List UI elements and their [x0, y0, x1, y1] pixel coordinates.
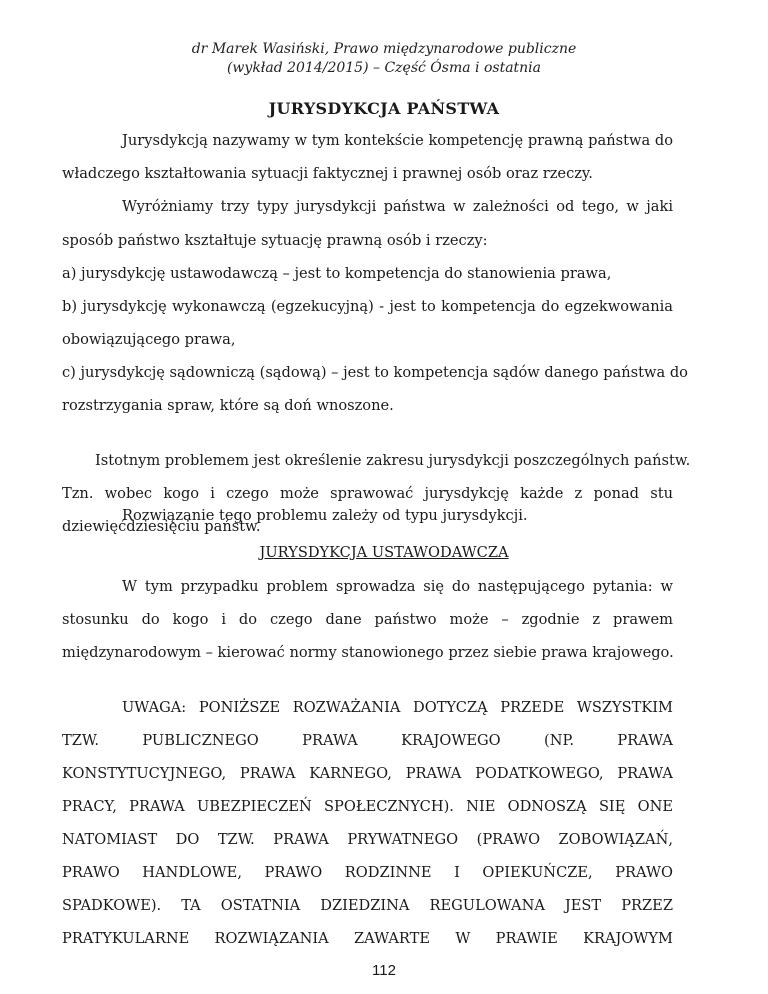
uwaga-word: SPOŁECZNYCH). [324, 798, 454, 815]
paragraph-line: W tym przypadku problem sprowadza się do następującego pytania: w [122, 578, 673, 595]
uwaga-word: PRAWA [273, 831, 329, 848]
paragraph-line: Wyróżniamy trzy typy jurysdykcji państwa w zależności od tego, w jaki [122, 198, 673, 215]
uwaga-word: ODNOSZĄ [507, 798, 587, 815]
section-title: JURYSDYKCJA PAŃSTWA [268, 99, 500, 118]
uwaga-word: PONIŻSZE [198, 699, 281, 716]
uwaga-word: DOTYCZĄ [413, 699, 488, 716]
uwaga-word: PRAWA [617, 765, 673, 782]
uwaga-word: KARNEGO, [309, 765, 392, 782]
uwaga-word: DZIEDZINA [320, 897, 410, 914]
list-item-c-cont: rozstrzygania spraw, które są doń wnoszone. [62, 397, 394, 414]
uwaga-line-1 [122, 698, 673, 718]
uwaga-word: ZOBOWIĄZAŃ, [558, 831, 673, 848]
uwaga-line-6 [62, 863, 673, 883]
uwaga-word: PUBLICZNEGO [142, 732, 259, 749]
uwaga-word: PRAWIE [495, 930, 558, 947]
header-line-2: (wykład 2014/2015) – Część Ósma i ostatnia [226, 60, 542, 76]
uwaga-line-4 [62, 797, 673, 817]
uwaga-word: PRACY, [62, 798, 117, 815]
paragraph-line: Rozwiązanie tego problemu zależy od typu jurysdykcji. [122, 507, 528, 524]
uwaga-word: PRZEDE [500, 699, 565, 716]
paragraph-line: Jurysdykcją nazywamy w tym kontekście kompetencję prawną państwa do [122, 132, 673, 149]
uwaga-line-8 [62, 929, 673, 949]
uwaga-word: (PRAWO [476, 831, 541, 848]
uwaga-word: KRAJOWEGO [401, 732, 501, 749]
uwaga-line-7 [62, 896, 673, 916]
uwaga-line-5 [62, 830, 673, 850]
uwaga-word: SIĘ [598, 798, 626, 815]
uwaga-word: PRAWA [239, 765, 296, 782]
uwaga-word: UWAGA: [122, 699, 187, 716]
uwaga-word: TZW. [62, 732, 99, 749]
uwaga-word: PRATYKULARNE [62, 930, 190, 947]
uwaga-word: PRAWA [405, 765, 462, 782]
uwaga-word: ROZWAŻANIA [292, 699, 401, 716]
uwaga-word: TZW. [217, 831, 255, 848]
paragraph-line: sposób państwo kształtuje sytuację prawną osób i rzeczy: [62, 232, 488, 249]
uwaga-word: RODZINNE [344, 864, 432, 881]
uwaga-word: REGULOWANA [429, 897, 545, 914]
uwaga-word: NATOMIAST [62, 831, 158, 848]
paragraph-line: dziewięćdziesięciu państw. [62, 518, 261, 535]
list-item-a: a) jurysdykcję ustawodawczą – jest to kompetencja do stanowienia prawa, [62, 265, 612, 282]
uwaga-word: PRAWO [264, 864, 323, 881]
uwaga-word: TA [181, 897, 201, 914]
uwaga-word: KRAJOWYM [583, 930, 673, 947]
uwaga-word: PRAWA [617, 732, 673, 749]
paragraph-line: Tzn. wobec kogo i czego może sprawować jurysdykcję każde z ponad stu [62, 485, 673, 502]
list-item-b: b) jurysdykcję wykonawczą (egzekucyjną) - jest to kompetencja do egzekwowania [62, 298, 673, 315]
uwaga-word: I [454, 864, 460, 881]
uwaga-word: KONSTYTUCYJNEGO, [62, 765, 227, 782]
list-item-b-cont: obowiązującego prawa, [62, 331, 236, 348]
uwaga-word: JEST [564, 897, 602, 914]
paragraph-line: władczego kształtowania sytuacji faktycznej i prawnej osób oraz rzeczy. [62, 165, 593, 182]
list-item-c: c) jurysdykcję sądowniczą (sądową) – jest to kompetencja sądów danego państwa do [62, 364, 688, 381]
uwaga-word: PRYWATNEGO [347, 831, 459, 848]
uwaga-word: ROZWIĄZANIA [214, 930, 329, 947]
running-header [0, 40, 768, 78]
uwaga-line-3 [62, 764, 673, 784]
uwaga-word: SPADKOWE). [62, 897, 162, 914]
uwaga-word: W [455, 930, 471, 947]
uwaga-word: NIE [466, 798, 496, 815]
subheading: JURYSDYKCJA USTAWODAWCZA [259, 544, 509, 561]
page-number: 112 [372, 962, 396, 979]
uwaga-line-2 [62, 731, 673, 751]
uwaga-word: PRAWA [302, 732, 358, 749]
paragraph-line: Istotnym problemem jest określenie zakresu jurysdykcji poszczególnych państw. [95, 452, 691, 469]
header-line-1: dr Marek Wasiński, Prawo międzynarodowe publiczne [191, 41, 577, 57]
uwaga-word: WSZYSTKIM [576, 699, 673, 716]
uwaga-word: UBEZPIECZEŃ [196, 798, 312, 815]
uwaga-word: ONE [637, 798, 673, 815]
uwaga-word: PODATKOWEGO, [475, 765, 604, 782]
uwaga-word: PRAWO [62, 864, 120, 881]
uwaga-word: PRAWA [129, 798, 185, 815]
uwaga-word: HANDLOWE, [142, 864, 242, 881]
uwaga-word: (NP. [544, 732, 575, 749]
uwaga-word: PRZEZ [621, 897, 673, 914]
uwaga-word: PRAWO [615, 864, 673, 881]
uwaga-word: DO [175, 831, 200, 848]
paragraph-line: międzynarodowym – kierować normy stanowionego przez siebie prawa krajowego. [62, 644, 674, 661]
uwaga-word: OSTATNIA [220, 897, 301, 914]
uwaga-word: ZAWARTE [354, 930, 431, 947]
paragraph-line: stosunku do kogo i do czego dane państwo może – zgodnie z prawem [62, 611, 673, 628]
uwaga-word: OPIEKUŃCZE, [482, 864, 593, 881]
